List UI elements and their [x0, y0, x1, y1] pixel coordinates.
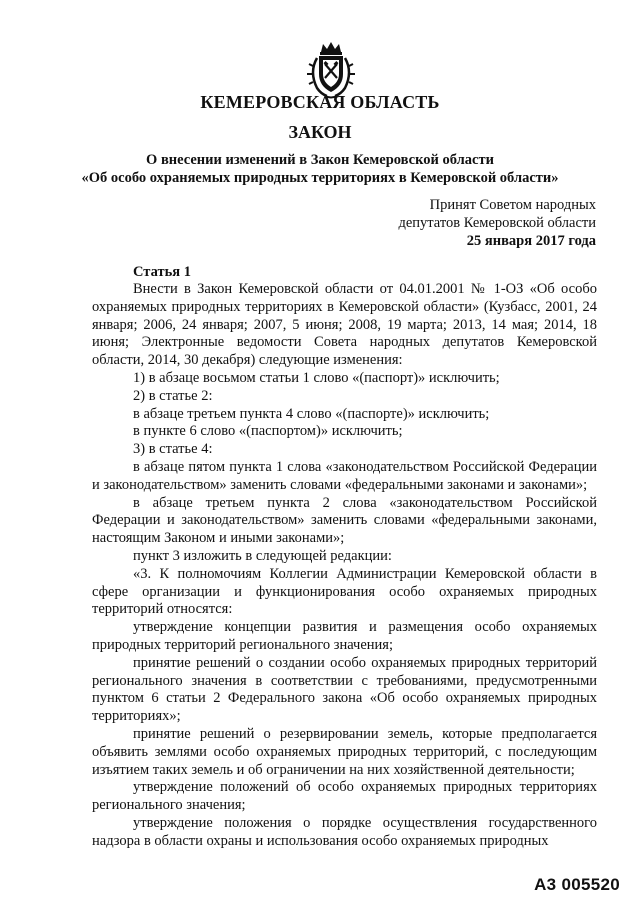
subtitle-line-1: О внесении изменений в Закон Кемеровской области [146, 152, 494, 168]
adoption-block [398, 196, 596, 250]
article-paragraph: утверждение положений об особо охраняемых природных территориях регионального значения; [92, 779, 597, 814]
serial-number: А3 005520 [534, 875, 620, 894]
article-paragraph: Внести в Закон Кемеровской области от 04.01.2001 № 1-ОЗ «Об особо охраняемых природных территориях в Кемеровской области» (Кузбасс, 2001, 24 января; 2006, 24 января; 2007, 5 июня; 2008, 19 марта; 2013, 14 мая; 2014, 18 июня; Электронные ведомости Совета народных депутатов Кемеровской области, 2014, 30 декабря) следующие изменения: [92, 281, 597, 369]
law-subtitle [40, 151, 600, 187]
article-paragraph: утверждение концепции развития и размещения особо охраняемых природных территорий регионального значения; [92, 619, 597, 653]
article-paragraph: в абзаце третьем пункта 2 слова «законодательством Российской Федерации и законодательством» заменить словами «федеральными законами, настоящим Законом и иными законами»; [92, 494, 597, 547]
article-paragraph: «3. К полномочиям Коллегии Администрации Кемеровской области в сфере организации и функционирования особо охраняемых природных территорий относятся: [92, 565, 597, 618]
adoption-line-1: Принят Советом народных [429, 197, 596, 213]
article-paragraph: утверждение положения о порядке осуществления государственного надзора в области охраны и использования особо охраняемых природных [92, 814, 597, 849]
adoption-date: 25 января 2017 года [466, 233, 596, 249]
article-paragraph: в пункте 6 слово «(паспортом)» исключить; [133, 423, 403, 440]
document-type-title: ЗАКОН [288, 122, 352, 142]
adoption-line-2: депутатов Кемеровской области [398, 215, 596, 231]
article-paragraph: пункт 3 изложить в следующей редакции: [133, 547, 392, 564]
article-paragraph: принятие решений о создании особо охраняемых природных территорий регионального значения в соответствии с требованиями, предусмотренными пунктом 6 статьи 2 Федерального закона «Об особо охраняемых природных территориях»; [92, 654, 597, 725]
region-title: КЕМЕРОВСКАЯ ОБЛАСТЬ [200, 92, 440, 112]
subtitle-line-2: «Об особо охраняемых природных территориях в Кемеровской области» [81, 170, 559, 186]
article-paragraph: в абзаце пятом пункта 1 слова «законодательством Российской Федерации и законодательством» заменить словами «федеральными законами и законами»; [92, 458, 597, 493]
article-paragraph: 3) в статье 4: [133, 441, 213, 458]
article-heading: Статья 1 [133, 264, 191, 280]
article-paragraph: 1) в абзаце восьмом статьи 1 слово «(паспорт)» исключить; [133, 369, 500, 386]
article-paragraph: в абзаце третьем пункта 4 слово «(паспорте)» исключить; [133, 405, 490, 422]
article-paragraph: 2) в статье 2: [133, 387, 213, 404]
article-paragraph: принятие решений о резервировании земель, которые предполагается объявить землями особо охраняемых природных территорий, с последующим изъятием таких земель и об ограничении на них хозяйственной деятельности; [92, 725, 597, 778]
article-body [92, 281, 597, 851]
